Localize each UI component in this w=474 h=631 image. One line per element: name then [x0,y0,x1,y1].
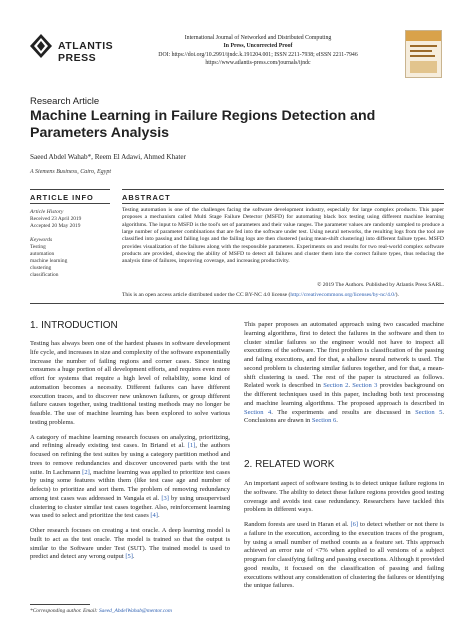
citation-link[interactable]: [4] [150,512,158,520]
body-column-right-top [244,321,444,426]
paragraph: Random forests are used in Haran et al. [6] to detect whether or not there is a failure in the execution, according to the execution traces of the program, by using a small number of method counts as a feature set. This approach achieved an error rate of <7% when applied to all versions of a subject program for classifying failing and passing executions. Although it provided good results, it focused on the classification of passing and failing executions without any consideration of clustering the failures or identifying the unique failures. [244,521,444,590]
keywords-label: Keywords [30,237,53,243]
body-column-left [30,340,230,562]
corresponding-author-footnote: *Corresponding author. Email: Saeed_AbdelWahab@mentor.com [30,608,172,614]
journal-info [130,34,386,68]
paragraph: A category of machine learning research focuses on analyzing, prioritizing, and refining already existing test cases. In Briand et al. [1], the authors focused on refining the test suites by using a category partition method and trees to remove redundancies and discover uncovered parts with the test suite. In Lachmann [2], machine learning was applied to prioritize test cases by using some features within them (like test case age and number of defects) to prioritize and sort them. The problem of removing redundancy among test cases was addressed in Vangala et al. [3] by using unsupervised clustering to cluster similar test cases together. Also, reinforcement learning was used to select and prioritize the test cases [4]. [30,433,231,520]
copyright-notice: © 2019 The Authors. Published by Atlantis Press SARL. [317,282,444,288]
section-heading-related-work: 2. RELATED WORK [244,459,335,470]
author-email-link[interactable]: Saeed_AbdelWahab@mentor.com [98,608,172,614]
article-info-heading: ARTICLE INFO [30,193,94,202]
keyword: Testing [30,244,46,250]
keyword: machine learning [30,258,68,264]
rule-abstract-top [122,189,444,190]
section-link[interactable]: Section 2 [323,382,349,390]
license-notice: This is an open access article distributed under the CC BY-NC 4.0 license (http://creativecommons.org/licenses/by-nc/4.0/). [122,292,399,298]
citation-link[interactable]: [1] [187,442,196,450]
atlantis-logo-icon [30,34,52,58]
citation-link[interactable]: [2] [82,468,90,476]
paragraph: Testing has always been one of the hardest phases in software development life cycle, and increases in size and complexity of the software exponentially increase the number of failing regions and corner cases. Since testing consumes a huge portion of all development efforts, and requires even more effort for systems that require a high level of reliability, some kind of automation becomes a necessity. Different failures can have different execution traces, and to discover new unknown failures, or group different failure causes together, using traditional testing methods may no longer be feasible. The use of machine learning has been explored to solve various testing problems. [30,340,230,426]
section-link[interactable]: Section 6 [311,417,337,425]
section-link[interactable]: Section 3 [352,382,378,390]
body-column-right-bottom [244,480,444,591]
citation-link[interactable]: [3] [161,494,169,502]
rule-info-mid [30,203,110,204]
rule-bottom [30,303,444,304]
journal-url[interactable]: https://www.atlantis-press.com/journals/ijndc [205,60,311,67]
keyword: automation [30,251,55,257]
abstract-heading: ABSTRACT [122,193,171,202]
publisher-name-line2: PRESS [58,52,97,64]
paragraph: Other research focuses on creating a test oracle. A deep learning model is built to act as the test oracle. The model is trained so that the output is similar to the Software under Test (SUT). The trained model is used to predict and detect any wrong output [5]. [30,527,230,561]
citation-link[interactable]: [6] [350,521,359,528]
journal-cover-thumbnail [405,30,442,78]
doi-issn: DOI: https://doi.org/10.2991/ijndc.k.191204.001; ISSN 2211-7938; eISSN 2211-7946 [158,51,358,58]
abstract-text: Testing automation is one of the challenges facing the software development industry, especially for large complex products. This paper proposes a mechanism called Multi Stage Failure Detector (MSFD) for automating black box testing using different machine learning algorithms. The input to MSFD is the tool's set of parameters and their value ranges. The parameter values are randomly sampled to produce a large number of parameter combinations that are fed into the software under test. Using neural networks, the resulting logs from the tool are classified into passing and failing logs and the failing logs are then clustered (using mean-shift clustering) into different failure types. MSFD provides visualization of the failures along with the responsible parameters. Experiments on and results for two real-world complex software products are provided, showing the ability of MSFD to detect all failures and cluster them into the correct failure types, thus reducing the analysis time of failures, improving coverage, and increasing productivity. [122,207,444,265]
paper-title: Machine Learning in Failure Regions Detection and Parameters Analysis [30,108,376,141]
section-heading-introduction: 1. INTRODUCTION [30,320,118,331]
proof-status: In Press, Uncorrected Proof [223,43,293,50]
article-type: Research Article [30,96,100,107]
section-link[interactable]: Section 5 [415,408,443,416]
keyword: classification [30,272,59,278]
section-link[interactable]: Section 4 [244,408,272,416]
received-date: Received 23 April 2019 [30,216,82,222]
author-list: Saeed Abdel Wahab*, Reem El Adawi, Ahmed Khater [30,153,186,161]
citation-link[interactable]: [5] [125,553,133,561]
license-link[interactable]: http://creativecommons.org/licenses/by-nc/4.0/ [290,292,396,298]
publisher-logo [30,28,140,68]
paragraph: This paper proposes an automated approach using two cascaded machine learning algorithms, first to detect the failures in the software and then to cluster similar failures so the engineer would not have to inspect all executions of the software. The first problem is classification of the passing and failing executions, and for that, a shallow neural network is used. The second problem is clustering similar failures together, and for that, a mean-shift clustering is used. The rest of the paper is structured as follows. Related work is described in Section 2. Section 3 provides background on the different techniques used in this paper, including both text processing and machine learning algorithms. The proposed approach is described in Section 4. The experiments and results are discussed in Section 5. Conclusions are drawn in Section 6. [244,321,445,425]
publisher-name-line1: ATLANTIS [58,40,114,52]
paragraph: An important aspect of software testing is to detect unique failure regions in the software. The ability to detect these failure regions provides good testing coverage and avoids test case redundancy. Researchers have tackled this problem in different ways. [244,480,444,514]
journal-header [0,0,474,80]
rule-abstract-mid [122,203,444,204]
rule-info-top [30,189,110,190]
history-label: Article History [30,209,64,215]
affiliation: A Siemens Business, Cairo, Egypt [30,169,111,175]
journal-name: International Journal of Networked and Distributed Computing [184,35,332,41]
footnote-rule [30,604,90,605]
accepted-date: Accepted 20 May 2019 [30,223,81,229]
keyword: clustering [30,265,52,271]
